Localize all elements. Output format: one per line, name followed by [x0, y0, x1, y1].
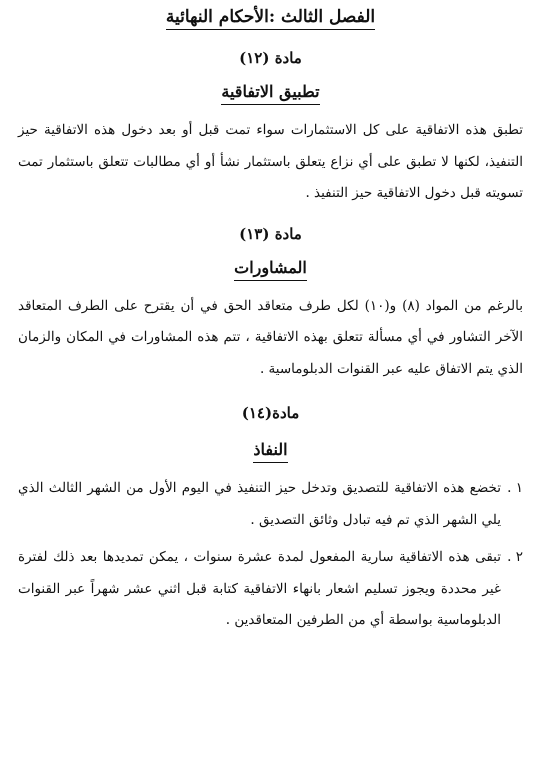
chapter-title: [18, 6, 523, 30]
article-14-item-2: [18, 542, 523, 637]
article-12-paragraph: تطبق هذه الاتفاقية على كل الاستثمارات سواء تمت قبل أو بعد دخول هذه الاتفاقية حيز التنفيذ، لكنها لا تطبق على أي نزاع يتعلق باستثمار نشأ أو أي مطالبات تتعلق باستثمار تمت تسويته قبل دخول الاتفاقية حيز التنفيذ .: [18, 122, 523, 201]
article-14-number: مادة(١٤): [241, 404, 300, 422]
article-12-number: مادة (١٢): [239, 49, 302, 67]
article-13-number: مادة (١٣): [239, 224, 302, 243]
article-13-title: [18, 257, 523, 281]
article-12-title-text: تطبيق الاتفاقية: [221, 81, 319, 105]
article-13-title-text: المشاورات: [234, 257, 307, 281]
list-item-text: تبقى هذه الاتفاقية سارية المفعول لمدة عشرة سنوات ، يمكن تمديدها بعد ذلك لفترة غير محددة ويجوز تسليم اشعار بانهاء الاتفاقية كتابة قبل اثني عشر شهراً عبر القنوات الدبلوماسية بواسطة أي من الطرفين المتعاقدين .: [18, 549, 501, 628]
list-item-number: ٢ .: [507, 549, 523, 565]
article-14-title: [18, 439, 523, 463]
article-12-title: [18, 81, 523, 105]
article-14-title-text: النفاذ: [253, 439, 287, 463]
list-item-number: ١ .: [507, 480, 523, 496]
article-14-item-1: [18, 473, 523, 536]
chapter-title-text: الفصل الثالث :الأحكام النهائية: [166, 6, 375, 30]
list-item-text: تخضع هذه الاتفاقية للتصديق وتدخل حيز التنفيذ في اليوم الأول من الشهر الثالث الذي يلي الشهر الذي تم فيه تبادل وثائق التصديق .: [18, 480, 501, 528]
article-13-paragraph: بالرغم من المواد (٨) و(١٠) لكل طرف متعاقد الحق في أن يقترح على الطرف المتعاقد الآخر التشاور في أي مسألة تتعلق بهذه الاتفاقية ، تتم هذه المشاورات في المكان والزمان الذي يتم الاتفاق عليه عبر القنوات الدبلوماسية .: [18, 297, 523, 377]
